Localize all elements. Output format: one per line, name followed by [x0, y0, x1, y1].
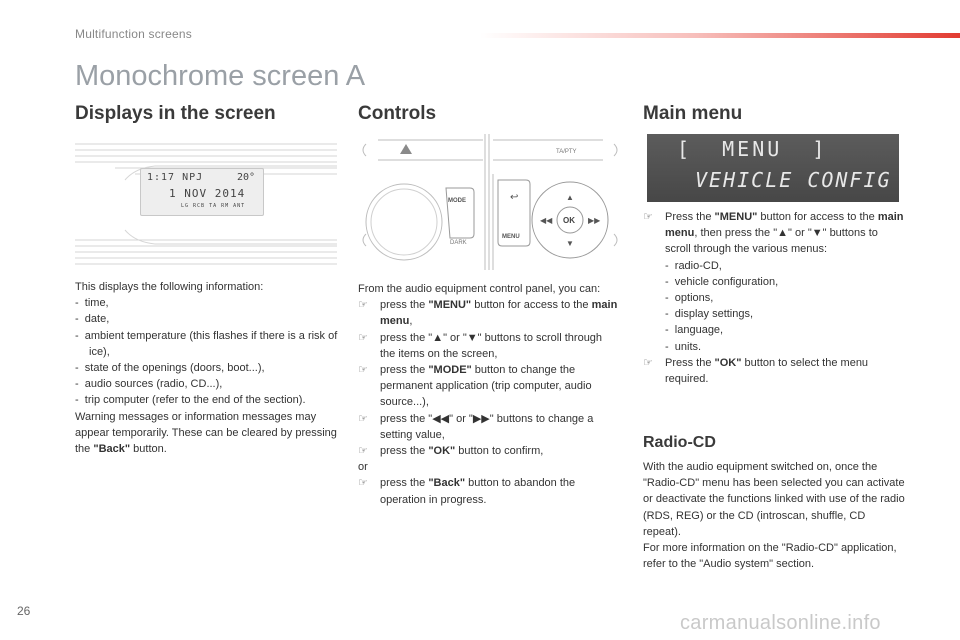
- rewind-icon: ◀◀: [540, 216, 553, 225]
- header-accent-bar: [480, 33, 960, 38]
- displays-text: [75, 279, 340, 457]
- lcd-temperature: 20°: [236, 172, 255, 183]
- lcd-date: 1 NOV 2014: [169, 187, 246, 200]
- screen-config-line: VEHICLE CONFIG: [695, 168, 892, 192]
- back-icon: ↩: [510, 192, 519, 203]
- menu-item: - display settings,: [665, 308, 754, 321]
- page-title: Monochrome screen A: [75, 60, 366, 92]
- menu-item: - vehicle configuration,: [665, 275, 779, 288]
- controls-bullet: ☞ press the "MENU" button for access to the main menu,: [358, 299, 618, 328]
- main-menu-bullet: ☞ Press the "OK" button to select the menu required.: [643, 356, 869, 386]
- monochrome-screen: [647, 134, 899, 202]
- controls-text: [358, 281, 620, 508]
- radio-cd-paragraph: For more information on the "Radio-CD" application, refer to the "Audio system" section.: [643, 542, 897, 571]
- dark-label: DARK: [450, 240, 467, 246]
- forward-icon: ▶▶: [588, 216, 601, 225]
- mode-label: MODE: [448, 198, 466, 204]
- watermark: carmanualsonline.info: [680, 612, 881, 634]
- controls-heading: Controls: [358, 103, 437, 124]
- up-arrow-icon: ▲: [566, 193, 574, 202]
- main-menu-bullet: ☞ Press the "MENU" button for access to the main menu, then press the "▲" or "▼" buttons to scroll through the various menus:: [643, 211, 904, 256]
- section-header: Multifunction screens: [75, 27, 192, 41]
- lcd-display: [140, 168, 264, 216]
- radio-cd-paragraph: With the audio equipment switched on, once the "Radio-CD" menu has been selected you can activate or deactivate the functions linked with use of the radio (RDS, REG) or the CD (introscan, shuffle, CD repeat).: [643, 461, 905, 538]
- displays-item: - ambient temperature (this flashes if there is a risk of ice),: [75, 329, 338, 358]
- displays-warning: Warning messages or information messages may appear temporarily. These can be cleared by pressing the "Back" button.: [75, 410, 337, 456]
- lcd-time: 1:17 NPJ: [147, 172, 204, 183]
- radio-cd-heading: Radio-CD: [643, 434, 716, 451]
- lcd-status-row: LG RCB TA RM ANT: [181, 203, 246, 209]
- ok-label: OK: [563, 216, 575, 225]
- page-number: 26: [17, 604, 31, 618]
- displays-item: - time,: [75, 297, 109, 310]
- displays-heading: Displays in the screen: [75, 103, 276, 124]
- controls-bullet: ☞ press the "OK" button to confirm,: [358, 445, 544, 458]
- main-menu-text: [643, 209, 905, 387]
- down-arrow-icon: ▼: [566, 239, 574, 248]
- controls-bullet: ☞ press the "Back" button to abandon the operation in progress.: [358, 477, 576, 506]
- displays-item: - state of the openings (doors, boot...),: [75, 362, 265, 375]
- displays-item: - trip computer (refer to the end of the section).: [75, 394, 306, 407]
- menu-item: - units.: [665, 340, 702, 353]
- audio-control-panel-illustration: [358, 130, 622, 270]
- controls-bullet: ☞ press the "MODE" button to change the permanent application (trip computer, audio source...),: [358, 364, 592, 409]
- menu-item: - language,: [665, 324, 724, 337]
- menu-item: - radio-CD,: [665, 259, 722, 272]
- menu-label: MENU: [502, 234, 520, 240]
- menu-item: - options,: [665, 292, 714, 305]
- displays-intro: This displays the following information:: [75, 281, 264, 293]
- screen-menu-line: [ MENU ]: [677, 137, 828, 161]
- radio-cd-text: [643, 459, 905, 572]
- displays-item: - audio sources (radio, CD...),: [75, 378, 223, 391]
- ta-pty-label: TA/PTY: [556, 149, 577, 155]
- displays-item: - date,: [75, 313, 110, 326]
- hazard-icon: [400, 144, 412, 154]
- controls-intro: From the audio equipment control panel, you can:: [358, 283, 601, 295]
- controls-bullet: ☞ press the "◀◀" or "▶▶" buttons to change a setting value,: [358, 412, 594, 441]
- controls-or: or: [358, 461, 368, 474]
- controls-bullet: ☞ press the "▲" or "▼" buttons to scroll through the items on the screen,: [358, 331, 603, 360]
- main-menu-heading: Main menu: [643, 103, 743, 124]
